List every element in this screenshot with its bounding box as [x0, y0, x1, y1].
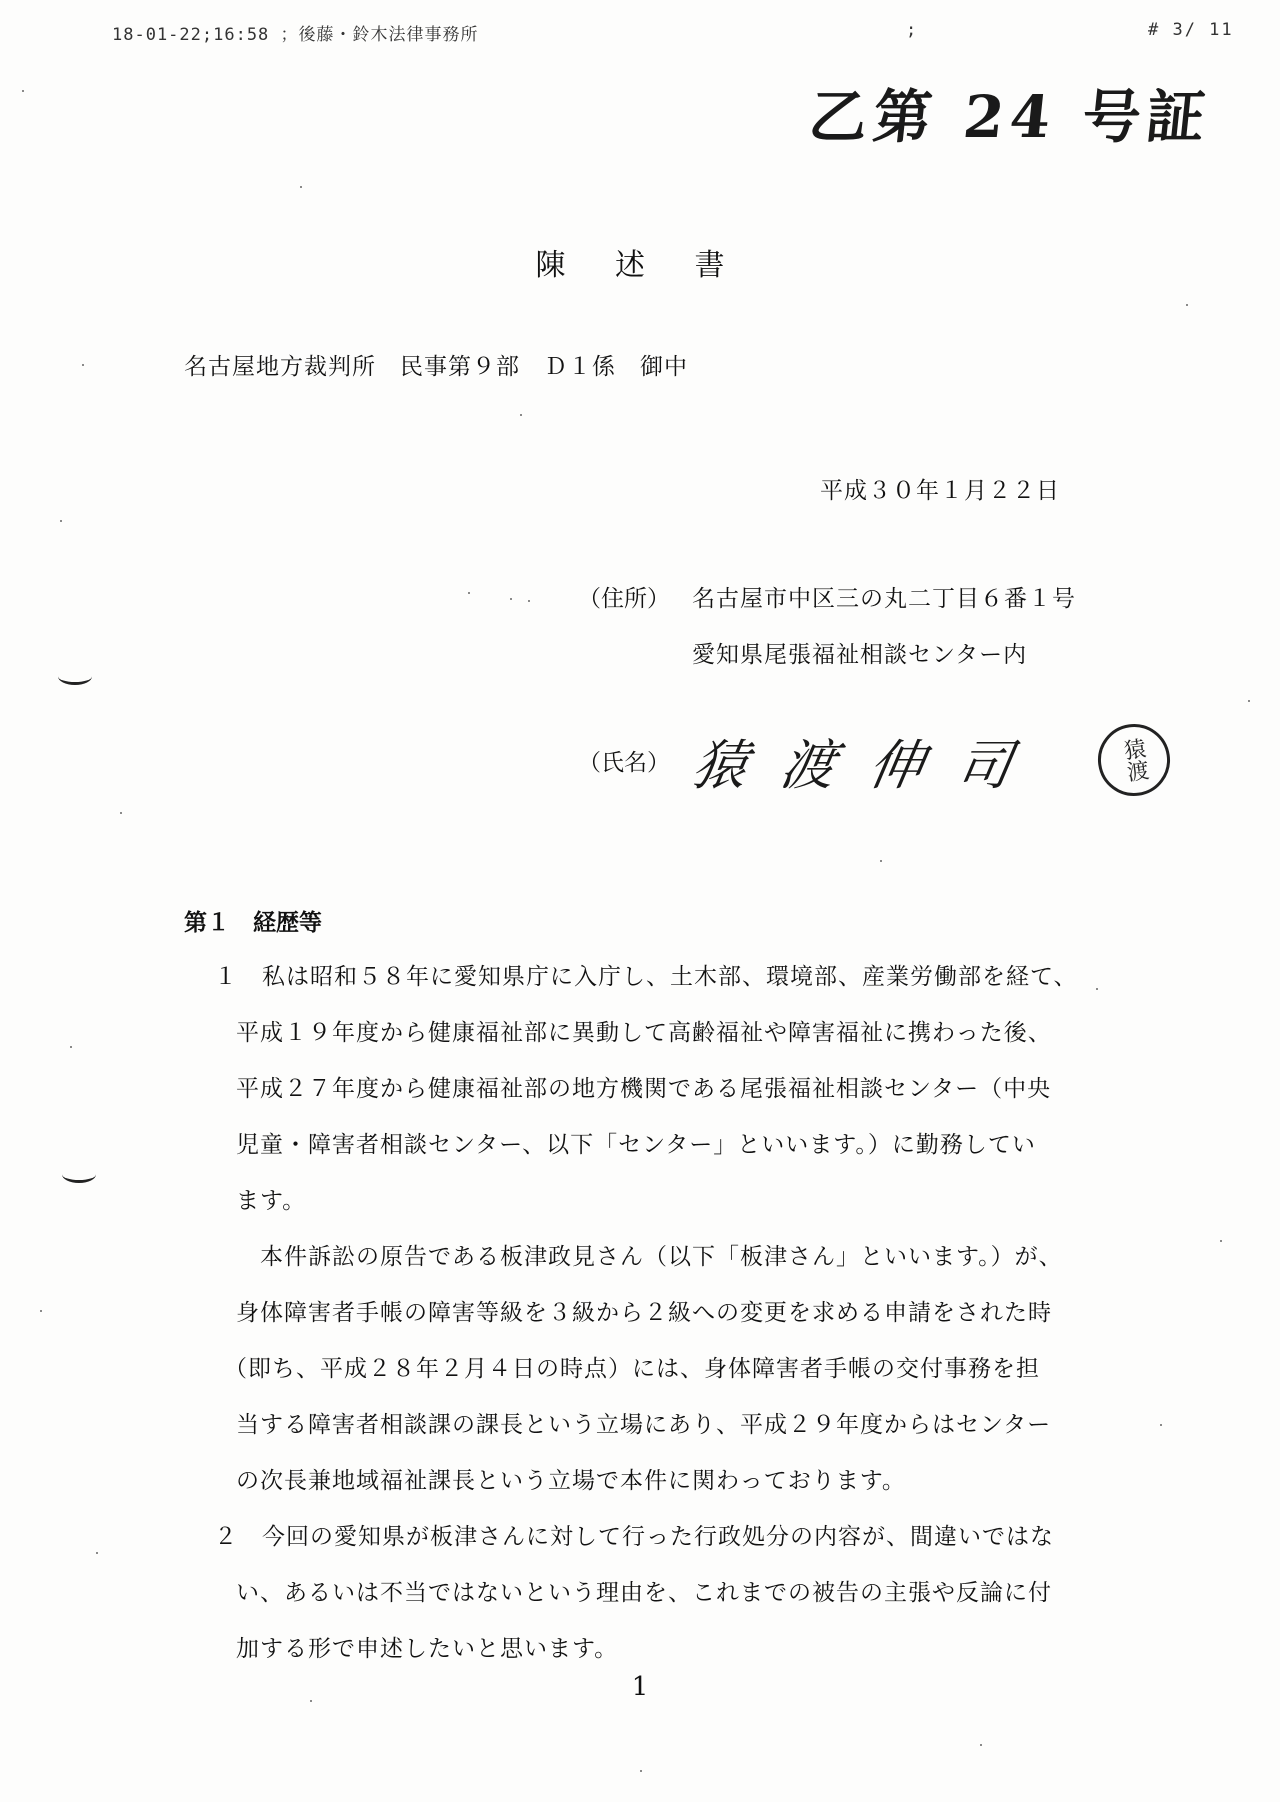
scan-speck: [1096, 988, 1098, 990]
fax-page-indicator: # 3/ 11: [1148, 20, 1234, 40]
name-label: （氏名）: [578, 750, 670, 776]
page-number: 1: [631, 1672, 649, 1702]
scan-speck: [300, 186, 302, 188]
scan-speck: [468, 592, 470, 594]
handwritten-signature: [687, 716, 1074, 806]
scan-speck: [1186, 304, 1188, 306]
scan-speck: [40, 1310, 42, 1312]
fax-timestamp: 18-01-22;16:58: [112, 25, 270, 45]
fax-sender: ；後藤・鈴木法律事務所: [280, 25, 479, 45]
scan-artifact: [58, 668, 92, 685]
body-line: 加する形で申述したいと思います。: [236, 1636, 619, 1662]
scan-speck: [1220, 1240, 1222, 1242]
scan-speck: [1248, 700, 1250, 702]
scan-artifact: [62, 1166, 96, 1183]
body-line: い、あるいは不当ではないという理由を、これまでの被告の主張や反論に付: [236, 1580, 1052, 1606]
body-line: 児童・障害者相談センター、以下「センター」といいます。）に勤務してい: [236, 1132, 1036, 1158]
address-line-1: 名古屋市中区三の丸二丁目６番１号: [692, 586, 1076, 612]
exhibit-stamp: 乙第 24 号証: [805, 83, 1215, 151]
scan-speck: [1160, 1424, 1162, 1426]
body-line: 平成２７年度から健康福祉部の地方機関である尾張福祉相談センター（中央: [236, 1076, 1052, 1102]
address-line-2: 愛知県尾張福祉相談センター内: [692, 642, 1028, 668]
paragraph-number: １: [214, 964, 237, 990]
body-line: 当する障害者相談課の課長という立場にあり、平成２９年度からはセンター: [236, 1412, 1052, 1438]
body-line: （即ち、平成２８年２月４日の時点）には、身体障害者手帳の交付事務を担: [224, 1356, 1040, 1382]
address-label: （住所）: [578, 586, 670, 612]
scan-speck: [510, 598, 512, 600]
scan-speck: [70, 1046, 72, 1048]
scan-speck: [22, 90, 24, 92]
body-line: 私は昭和５８年に愛知県庁に入庁し、土木部、環境部、産業労働部を経て、: [262, 964, 1078, 990]
document-date: 平成３０年１月２２日: [820, 478, 1060, 504]
scan-speck: [640, 1770, 642, 1772]
body-line: 今回の愛知県が板津さんに対して行った行政処分の内容が、間違いではな: [262, 1524, 1054, 1550]
body-line: 身体障害者手帳の障害等級を３級から２級への変更を求める申請をされた時: [236, 1300, 1052, 1326]
scan-speck: [520, 414, 522, 416]
scan-speck: [880, 860, 882, 862]
signature-text: 猿渡伸司: [687, 733, 1051, 797]
scan-speck: [96, 1552, 98, 1554]
scan-speck: [528, 600, 530, 602]
body-line: ます。: [236, 1188, 307, 1214]
body-line: 本件訴訟の原告である板津政見さん（以下「板津さん」といいます。）が、: [236, 1244, 1063, 1270]
body-line: 平成１９年度から健康福祉部に異動して高齢福祉や障害福祉に携わった後、: [236, 1020, 1052, 1046]
paragraph-number: ２: [214, 1524, 237, 1550]
scan-speck: [980, 1744, 982, 1746]
scan-speck: [82, 364, 84, 366]
scan-speck: [310, 1700, 312, 1702]
scan-speck: [120, 812, 122, 814]
fax-separator: ;: [906, 20, 917, 40]
personal-seal: 猿渡: [1093, 719, 1174, 800]
section-heading: 第１ 経歴等: [184, 910, 322, 936]
addressee: 名古屋地方裁判所 民事第９部 Ｄ１係 御中: [184, 354, 688, 380]
document-title: 陳 述 書: [535, 248, 745, 283]
fax-header: [112, 20, 479, 45]
scan-speck: [60, 520, 62, 522]
body-line: の次長兼地域福祉課長という立場で本件に関わっております。: [236, 1468, 906, 1494]
